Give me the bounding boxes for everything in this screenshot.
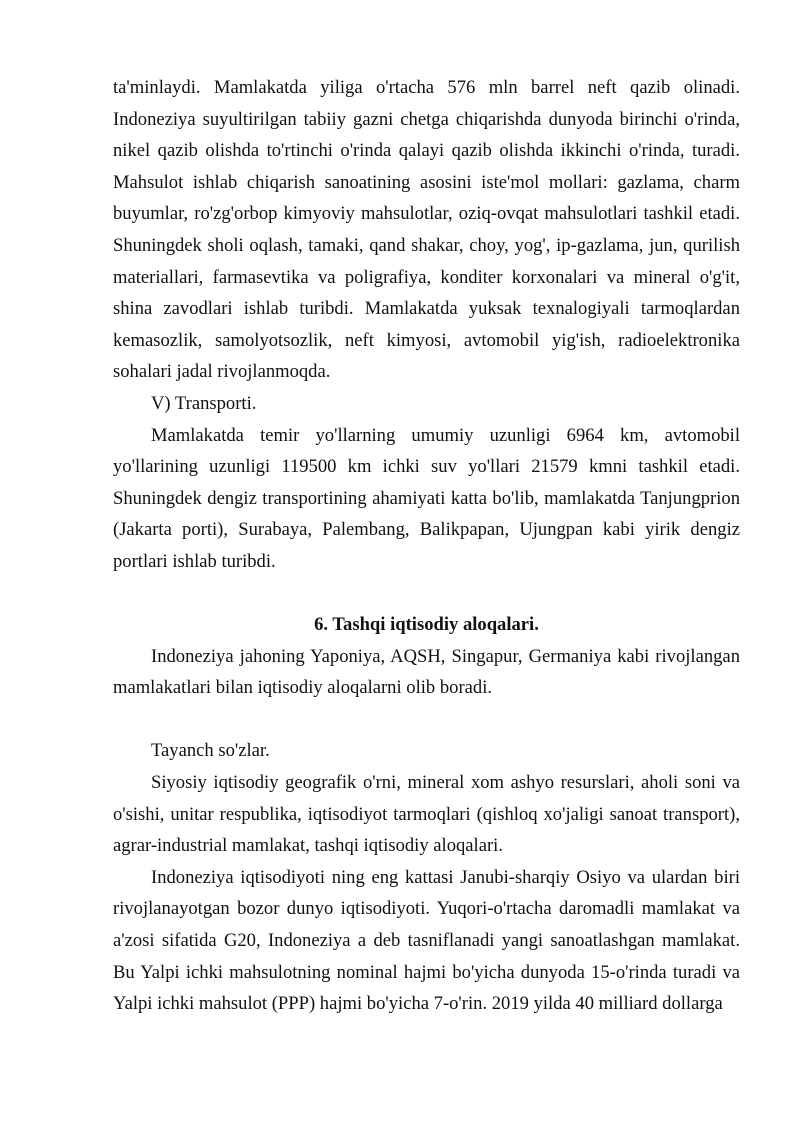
spacer: [113, 578, 740, 610]
paragraph-economy: Indoneziya iqtisodiyoti ning eng kattasi Janubi-sharqiy Osiyo va ulardan biri rivojlanayotgan bozor dunyo iqtisodiyoti. Yuqori-o'rtacha daromadli mamlakat va a'zosi sifatida G20, Indoneziya a deb tasniflanadi yangi sanoatlashgan mamlakat. Bu Yalpi ichki mahsulotning nominal hajmi bo'yicha dunyoda 15-o'rinda turadi va Yalpi ichki mahsulot (PPP) hajmi bo'yicha 7-o'rin. 2019 yilda 40 milliard dollarga: [113, 866, 740, 1015]
paragraph-foreign-relations: Indoneziya jahoning Yaponiya, AQSH, Singapur, Germaniya kabi rivojlangan mamlakatlari bilan iqtisodiy aloqalarni olib boradi.: [113, 645, 740, 699]
section-transport-label: V) Transporti.: [151, 392, 257, 414]
spacer: [113, 704, 740, 736]
section-heading: 6. Tashqi iqtisodiy aloqalari.: [314, 614, 539, 636]
keywords-label: Tayanch so'zlar.: [151, 740, 270, 762]
paragraph-transport: Mamlakatda temir yo'llarning umumiy uzunligi 6964 km, avtomobil yo'llarining uzunligi 119500 km ichki suv yo'llari 21579 kmni tashkil etadi. Shuningdek dengiz transportining ahamiyati katta bo'lib, mamlakatda Tanjungprion (Jakarta porti), Surabaya, Palembang, Balikpapan, Ujungpan kabi yirik dengiz portlari ishlab turibdi.: [113, 424, 740, 572]
paragraph-industry: ta'minlaydi. Mamlakatda yiliga o'rtacha 576 mln barrel neft qazib olinadi. Indoneziya suyultirilgan tabiiy gazni chetga chiqarishda dunyoda birinchi o'rinda, nikel qazib olishda to'rtinchi o'rinda qalayi qazib olishda ikkinchi o'rinda, turadi. Mahsulot ishlab chiqarish sanoatining asosini iste'mol mollari: gazlama, charm buyumlar, ro'zg'orbop kimyoviy mahsulotlar, oziq-ovqat mahsulotlari tashkil etadi. Shuningdek sholi oqlash, tamaki, qand shakar, choy, yog', ip-gazlama, jun, qurilish materiallari, farmasevtika va poligrafiya, konditer korxonalari va mineral o'g'it, shina zavodlari ishlab turibdi. Mamlakatda yuksak texnalogiyali tarmoqlardan kemasozlik, samolyotsozlik, neft kimyosi, avtomobil yig'ish, radioelektronika sohalari jadal rivojlanmoqda.: [113, 77, 740, 383]
page-body: [113, 72, 740, 1020]
paragraph-keywords: Siyosiy iqtisodiy geografik o'rni, mineral xom ashyo resurslari, aholi soni va o'sishi, unitar respublika, iqtisodiyot tarmoqlari (qishloq xo'jaligi sanoat transport), agrar-industrial mamlakat, tashqi iqtisodiy aloqalari.: [113, 772, 740, 857]
